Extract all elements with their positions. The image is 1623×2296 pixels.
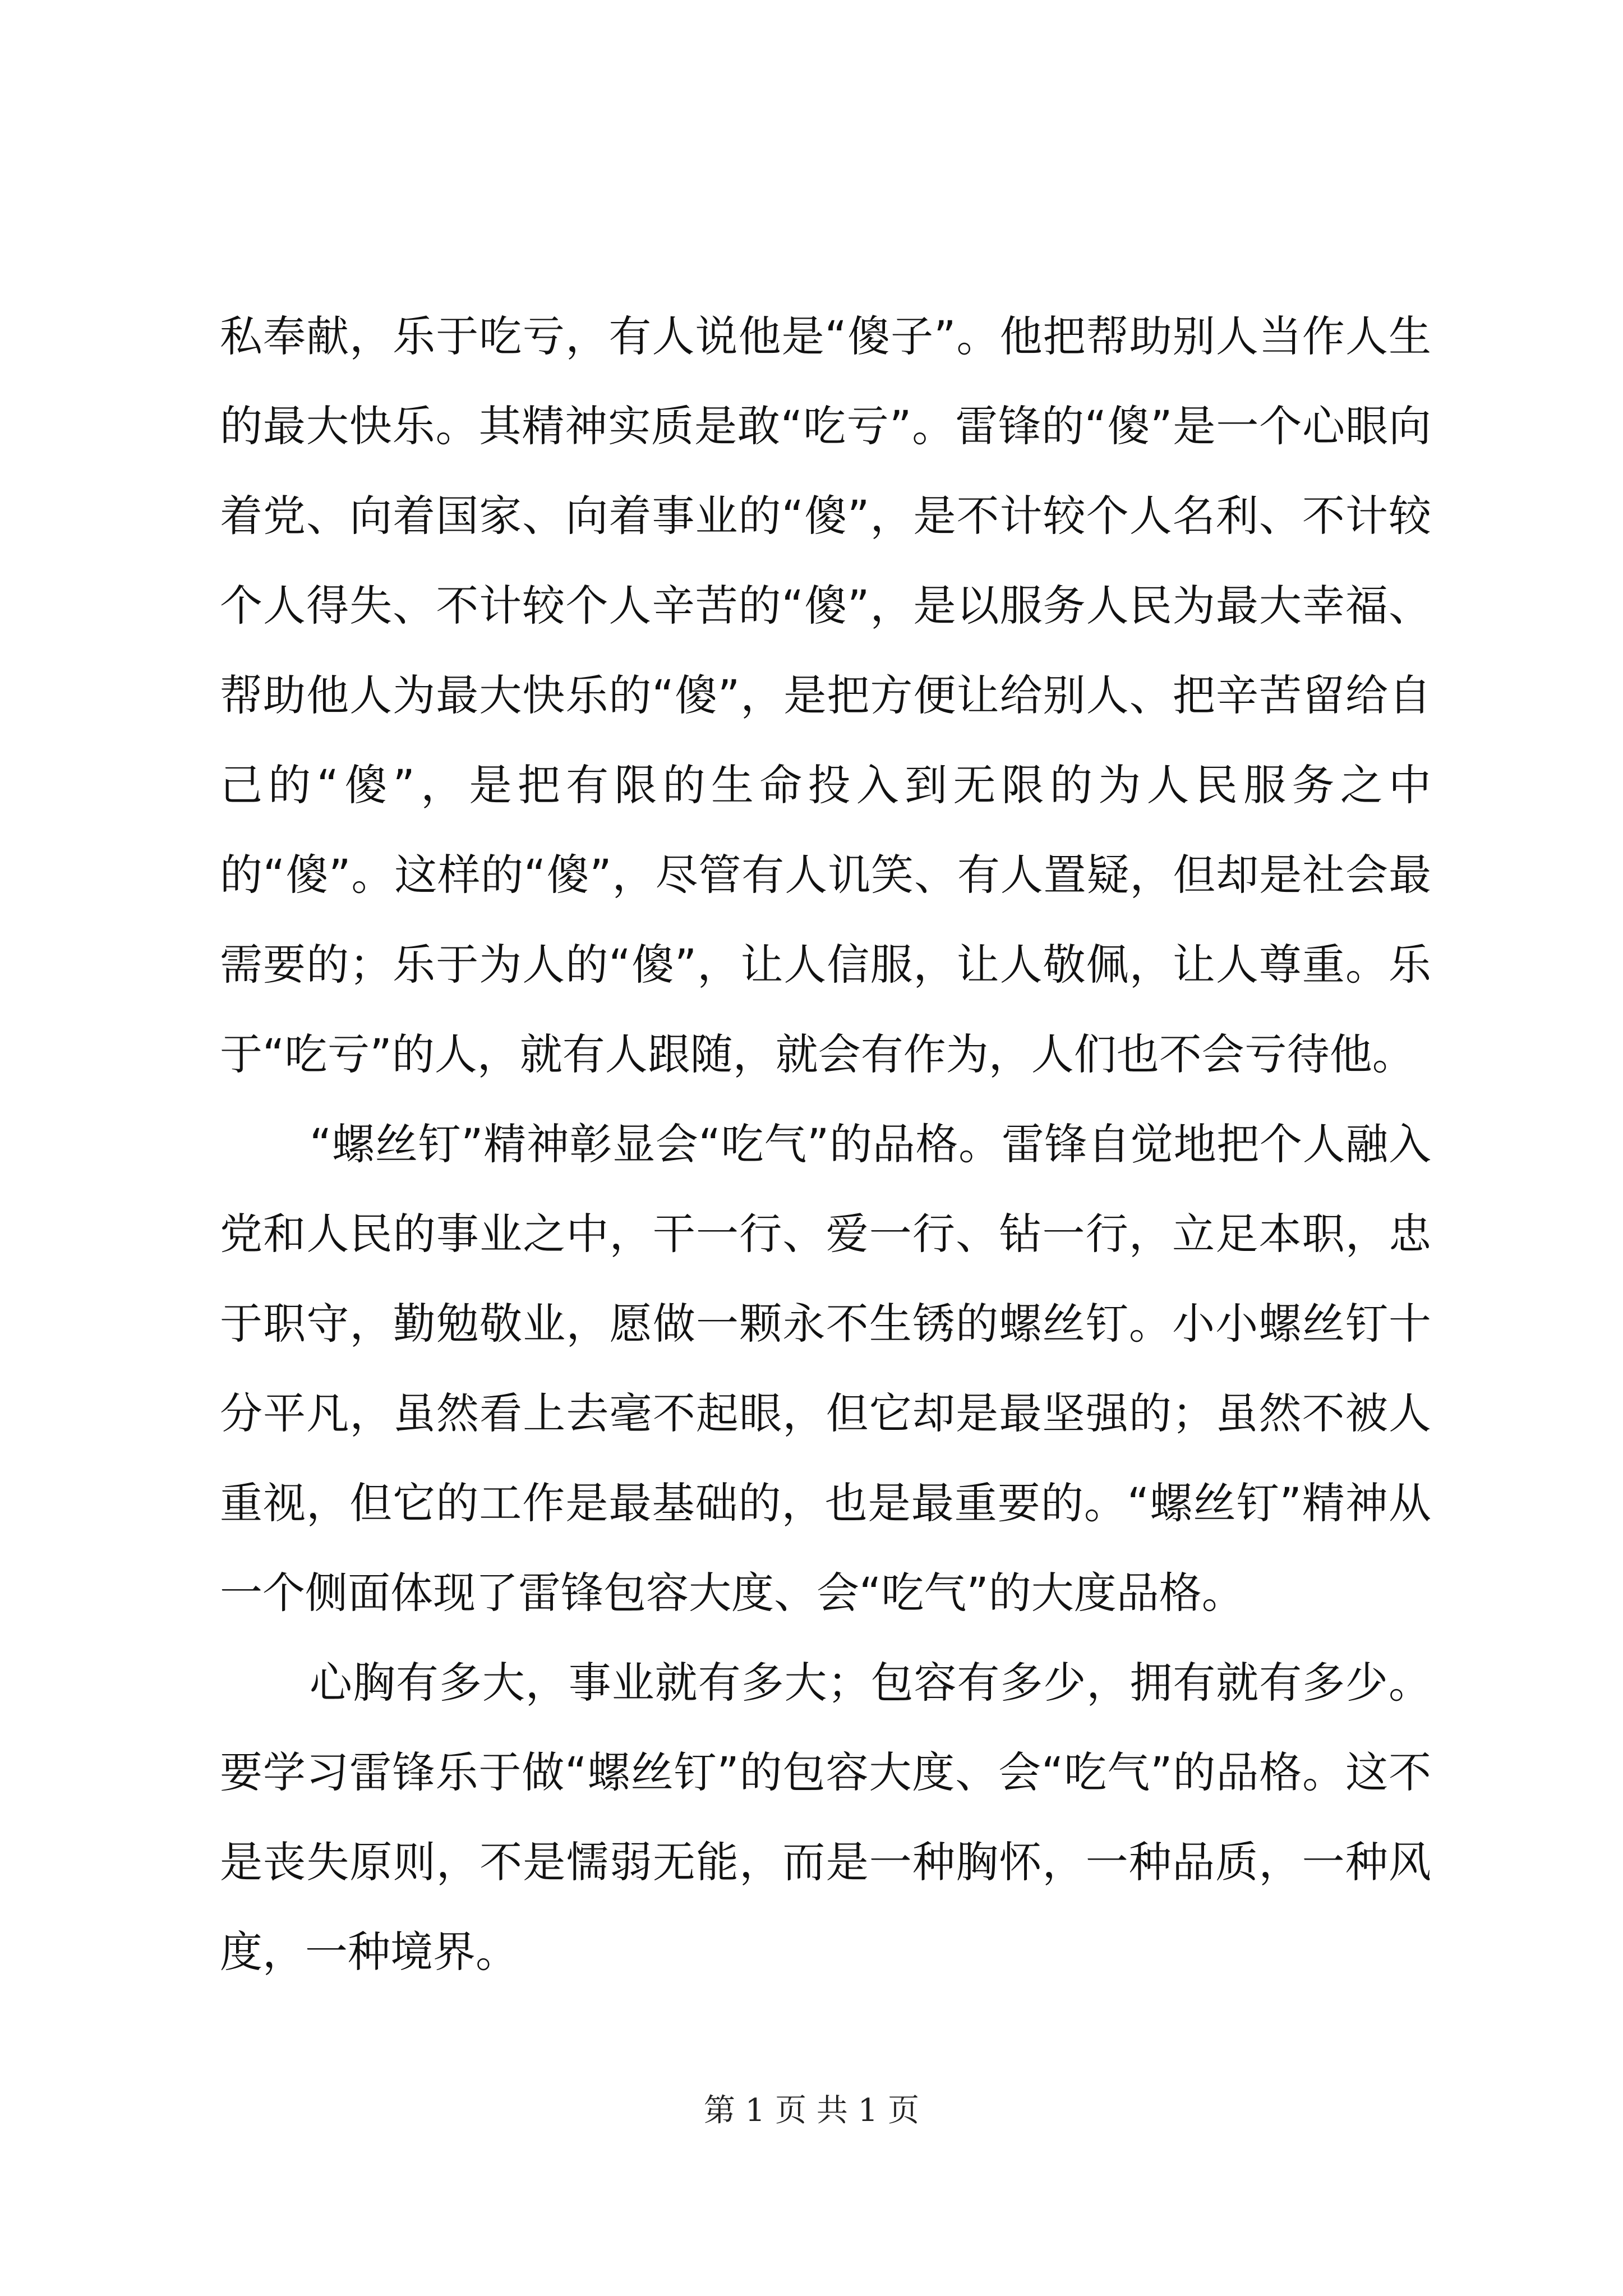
paragraph-continuation: 私奉献，乐于吃亏，有人说他是“傻子”。他把帮助别人当作人生的最大快乐。其精神实质是敢“吃亏”。雷锋的“傻”是一个心眼向着党、向着国家、向着事业的“傻”，是不计较个人名利、不计较个人得失、不计较个人辛苦的“傻”，是以服务人民为最大幸福、帮助他人为最大快乐的“傻”，是把方便让给别人、把辛苦留给自己的“傻”，是把有限的生命投入到无限的为人民服务之中的“傻”。这样的“傻”，尽管有人讥笑、有人置疑，但却是社会最需要的；乐于为人的“傻”，让人信服，让人敬佩，让人尊重。乐于“吃亏”的人，就有人跟随，就会有作为，人们也不会亏待他。: [220, 311, 1431, 1079]
document-body: [220, 292, 1431, 1997]
paragraph-conclusion: 心胸有多大，事业就有多大；包容有多少，拥有就有多少。要学习雷锋乐于做“螺丝钉”的包容大度、会“吃气”的品格。这不是丧失原则，不是懦弱无能，而是一种胸怀，一种品质，一种风度，一种境界。: [220, 1658, 1431, 1977]
paragraph-screw-spirit: “螺丝钉”精神彰显会“吃气”的品格。雷锋自觉地把个人融入党和人民的事业之中，干一行、爱一行、钻一行，立足本职，忠于职守，勤勉敬业，愿做一颗永不生锈的螺丝钉。小小螺丝钉十分平凡，虽然看上去毫不起眼，但它却是最坚强的；虽然不被人重视，但它的工作是最基础的，也是最重要的。“螺丝钉”精神从一个侧面体现了雷锋包容大度、会“吃气”的大度品格。: [220, 1119, 1431, 1618]
page-footer: 第 1 页 共 1 页: [703, 2092, 920, 2129]
